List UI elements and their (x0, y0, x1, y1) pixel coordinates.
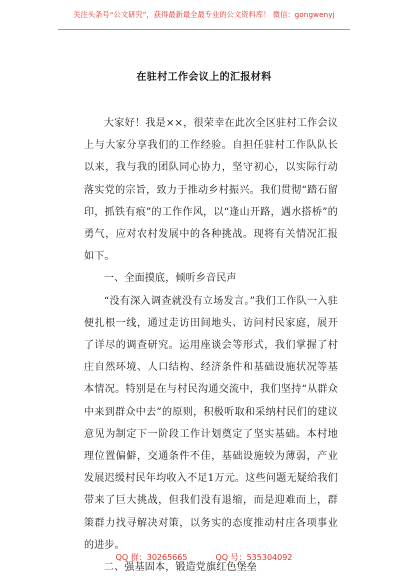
header-divider (58, 29, 350, 30)
qq-group-number: QQ 群：30265665 (115, 553, 188, 562)
paragraph-section-1: “没有深入调查就没有立场发言。”我们工作队一入驻便扎根一线，通过走访田间地头、访问村民家庭，展开了详尽的调查研究。运用座谈会等形式，我们掌握了村庄自然环境、人口结构、经济条件和基础设施状况等基本情况。特别是在与村民沟通交流中，我们坚持“从群众中来到群众中去”的原则，积极听取和采纳村民们的建议意见为制定下一阶段工作计划奠定了坚实基础。本村地理位置偏僻，交通条件不佳，基础设施较为薄弱，产业发展迟缓村民年均收入不足1万元。这些问题无疑给我们带来了巨大挑战，但我们没有退缩，而是迎难而上，群策群力找寻解决对策，以务实的态度推动村庄各项事业的进步。 (84, 295, 338, 551)
paragraph-intro: 大家好！我是××，很荣幸在此次全区驻村工作会议上与大家分享我们的工作经验。自担任驻村工作队队长以来，我与我的团队同心协力，坚守初心，以实际行动落实党的宗旨，致力于推动乡村振兴。我们贯彻“踏石留印，抓铁有痕”的工作作风，以“逢山开路，遇水搭桥”的勇气，应对农村发展中的各种挑战。现将有关情况汇报如下。 (84, 118, 338, 263)
section-heading-1: 一、全面摸底，倾听乡音民声 (104, 273, 237, 285)
contact-footer (0, 552, 408, 563)
section-heading-2: 二、强基固本，锻造党旗红色堡垒 (104, 562, 257, 574)
document-title: 在驻村工作会议上的汇报材料 (136, 72, 272, 83)
promo-header: 关注头条号“公文研究”，获得最新最全最专业的公文资料库！ 微信：gongwenyj (73, 10, 335, 19)
document-body (84, 113, 338, 579)
qq-number: QQ 号：535304092 (215, 553, 293, 562)
